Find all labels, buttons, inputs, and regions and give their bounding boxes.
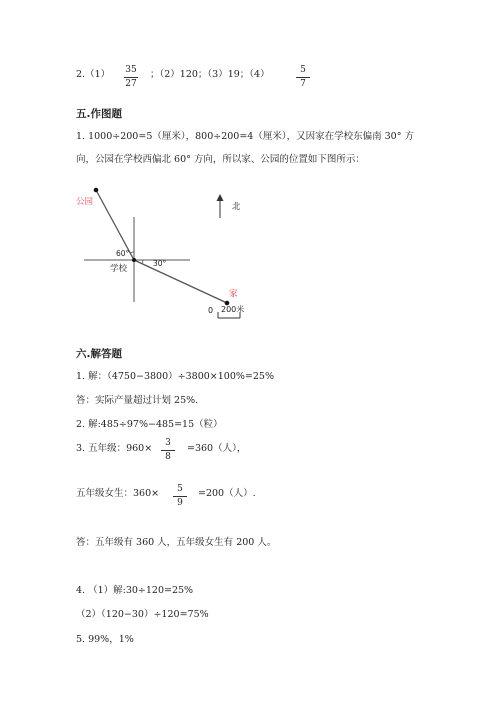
north-arrow-icon xyxy=(217,194,224,201)
section-5-heading: 五.作图题 xyxy=(76,108,122,120)
park-point xyxy=(94,188,99,193)
answer-3-conclusion: 答：五年级有 360 人，五年级女生有 200 人。 xyxy=(76,537,277,548)
answer-5: 5. 99%，1% xyxy=(76,634,134,645)
school-to-home-line xyxy=(134,260,227,303)
answer-4-part-2: （2）（120−30）÷120=75% xyxy=(76,609,209,620)
answer-1-conclusion: 答：实际产量超过计划 25%. xyxy=(76,395,199,406)
fraction-numerator: 5 xyxy=(177,484,183,494)
drawing-text-line-2: 向，公园在学校西偏北 60° 方向，所以家、公园的位置如下图所示： xyxy=(76,154,365,165)
fraction-denominator: 9 xyxy=(177,498,183,508)
answer-3-suffix: =360（人）， xyxy=(187,443,247,454)
fraction-bar xyxy=(173,496,187,497)
fraction-numerator: 5 xyxy=(300,65,306,75)
answer-3b-suffix: =200（人）. xyxy=(198,488,256,499)
drawing-text-line-1: 1. 1000÷200=5（厘米），800÷200=4（厘米），又因家在学校东偏南 30° 方 xyxy=(76,131,414,142)
school-point xyxy=(132,258,136,262)
q2-prefix: 2.（1） xyxy=(76,69,111,80)
fraction-5-9 xyxy=(169,484,191,509)
fraction-numerator: 35 xyxy=(125,65,137,75)
fraction-denominator: 27 xyxy=(125,79,137,89)
section-6-heading: 六.解答题 xyxy=(76,348,122,360)
scale-length-label: 200米 xyxy=(221,305,245,314)
angle-60-label: 60° xyxy=(116,249,130,258)
school-label: 学校 xyxy=(110,264,128,274)
park-label: 公园 xyxy=(76,197,94,207)
answer-1: 1. 解：（4750−3800）÷3800×100%=25% xyxy=(76,371,274,382)
north-label: 北 xyxy=(232,202,241,212)
home-label: 家 xyxy=(229,289,238,299)
q2-middle: ；（2）120；（3）19；（4） xyxy=(150,69,270,80)
angle-30-label: 30° xyxy=(153,259,167,268)
scale-zero-label: 0 xyxy=(208,306,214,315)
fraction-denominator: 8 xyxy=(165,452,171,462)
fraction-3-8 xyxy=(157,438,179,463)
answer-3b-prefix: 五年级女生：360× xyxy=(76,488,160,499)
answer-3-prefix: 3. 五年级：960× xyxy=(76,443,153,454)
answer-2: 2. 解:485÷97%−485=15（粒） xyxy=(76,419,223,430)
answer-4-part-1: 4. （1）解:30÷120=25% xyxy=(76,585,194,596)
angle-arc-60 xyxy=(130,252,134,253)
fraction-bar xyxy=(161,450,175,451)
fraction-numerator: 3 xyxy=(165,438,171,448)
fraction-denominator: 7 xyxy=(300,79,306,89)
